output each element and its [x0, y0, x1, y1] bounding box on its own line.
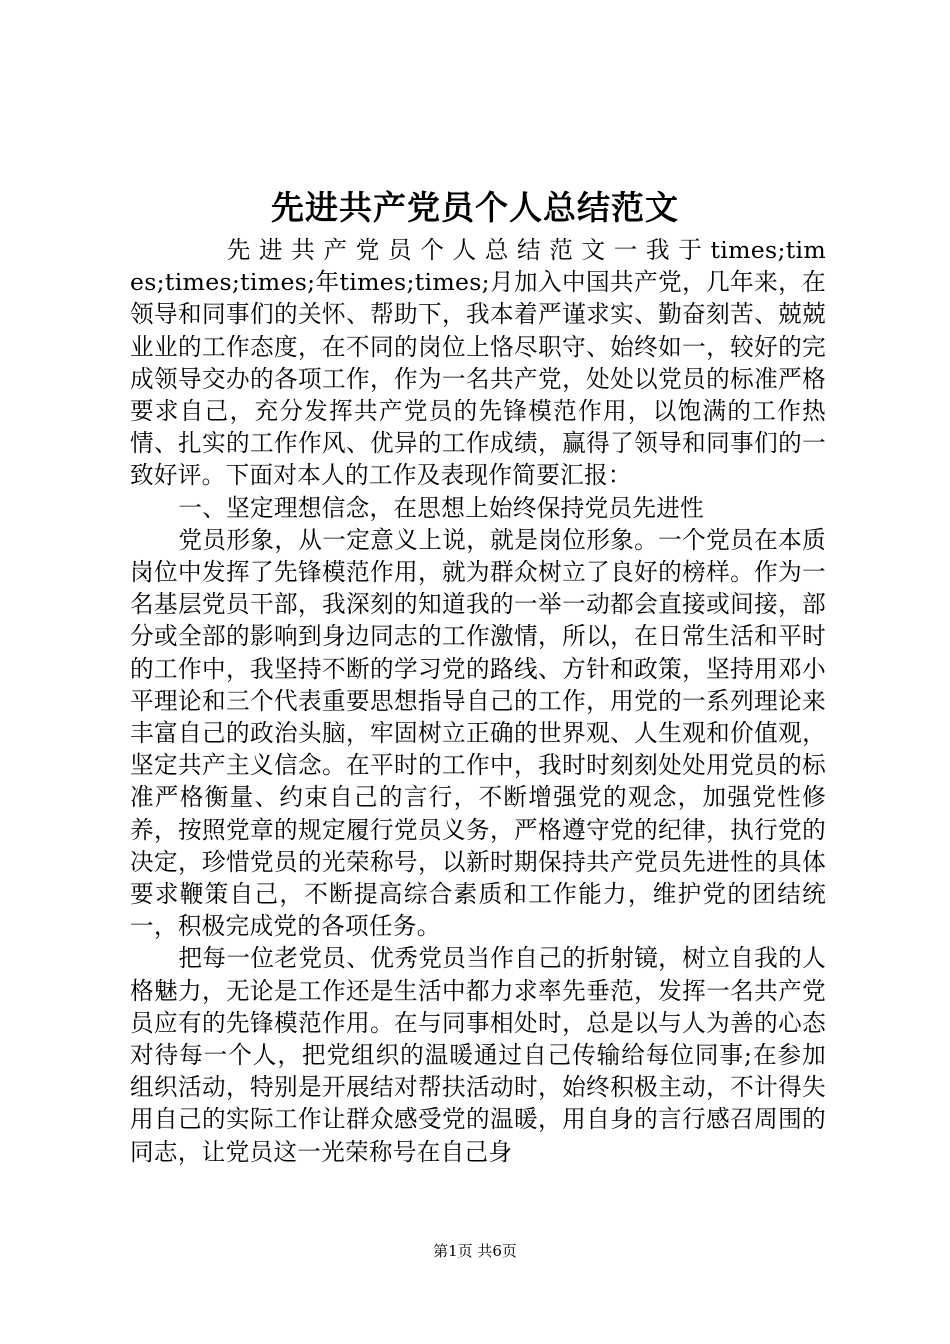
- body-paragraph: 把每一位老党员、优秀党员当作自己的折射镜，树立自我的人格魅力，无论是工作还是生活中都力求率先垂范，发挥一名共产党员应有的先锋模范作用。在与同事相处时，总是以与人为善的心态对待每一个人，把党组织的温暖通过自己传输给每位同事;在参加组织活动，特别是开展结对帮扶活动时，始终积极主动，不计得失用自己的实际工作让群众感受党的温暖，用自身的言行感召周围的同志，让党员这一光荣称号在自己身: [130, 944, 826, 1166]
- page-number-footer: 第1页 共6页: [433, 1242, 517, 1260]
- document-body: [130, 234, 826, 1168]
- intro-paragraph: 先 进 共 产 党 员 个 人 总 结 范 文 一 我 于 times;times;times;times;年times;times;月加入中国共产党，几年来，在领导和同事们的关怀、帮助下，我本着严谨求实、勤奋刻苦、兢兢业业的工作态度，在不同的岗位上恪尽职守、始终如一，较好的完成领导交办的各项工作，作为一名共产党，处处以党员的标准严格要求自己，充分发挥共产党员的先锋模范作用，以饱满的工作热情、扎实的工作作风、优异的工作成绩，赢得了领导和同事们的一致好评。下面对本人的工作及表现作简要汇报：: [130, 236, 826, 490]
- page-title: 先进共产党员个人总结范文: [271, 188, 679, 227]
- section-heading: 一、坚定理想信念，在思想上始终保持党员先进性: [178, 493, 705, 522]
- body-paragraph: 党员形象，从一定意义上说，就是岗位形象。一个党员在本质岗位中发挥了先锋模范作用，就为群众树立了良好的榜样。作为一名基层党员干部，我深刻的知道我的一举一动都会直接或间接，部分或全部的影响到身边同志的工作激情，所以，在日常生活和平时的工作中，我坚持不断的学习党的路线、方针和政策，坚持用邓小平理论和三个代表重要思想指导自己的工作，用党的一系列理论来丰富自己的政治头脑，牢固树立正确的世界观、人生观和价值观，坚定共产主义信念。在平时的工作中，我时时刻刻处处用党员的标准严格衡量、约束自己的言行，不断增强党的观念，加强党性修养，按照党章的规定履行党员义务，严格遵守党的纪律，执行党的决定，珍惜党员的光荣称号，以新时期保持共产党员先进性的具体要求鞭策自己，不断提高综合素质和工作能力，维护党的团结统一，积极完成党的各项任务。: [130, 525, 826, 941]
